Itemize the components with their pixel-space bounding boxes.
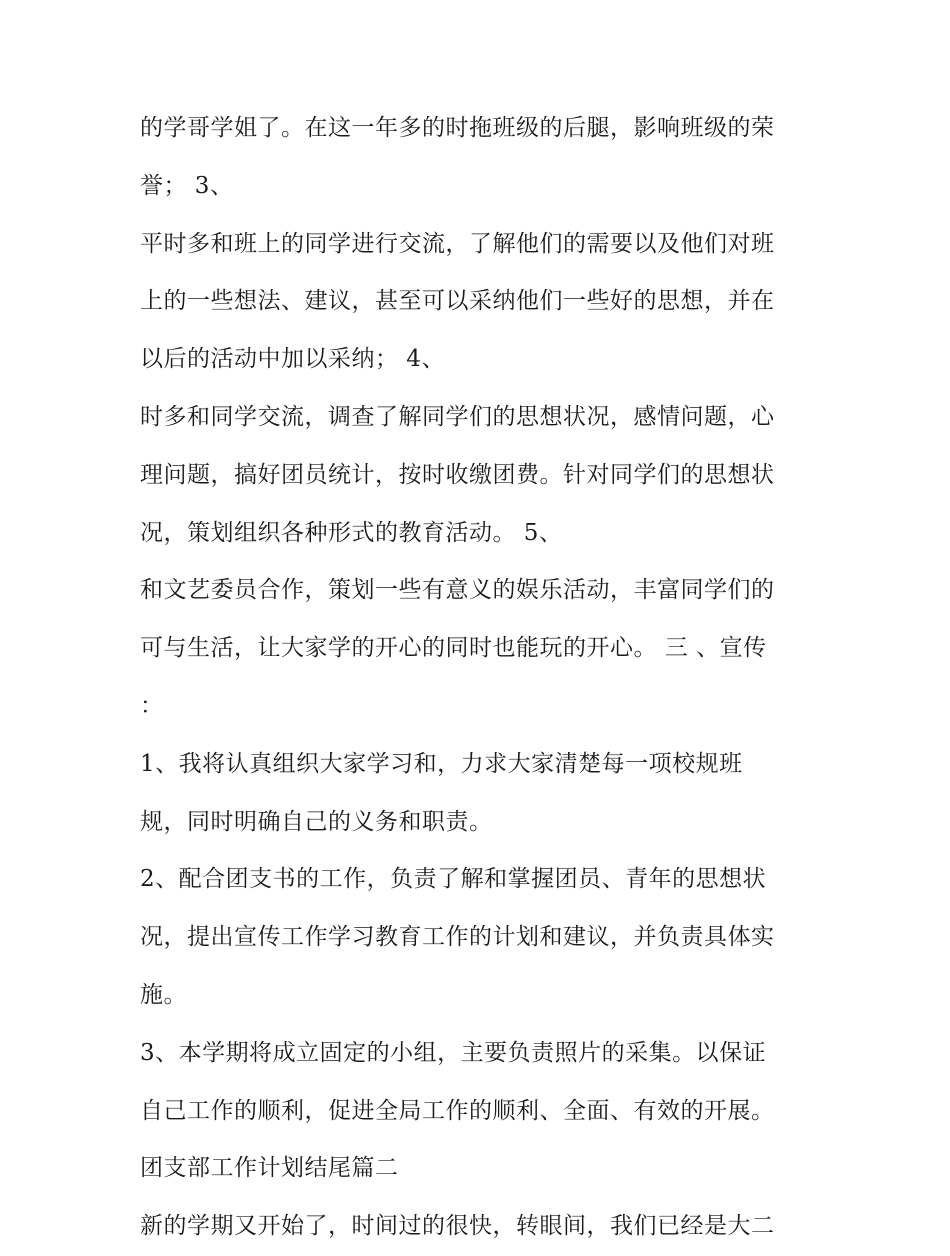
text-line: 自己工作的顺利，促进全局工作的顺利、全面、有效的开展。 [140, 1097, 775, 1124]
text-line: 况，策划组织各种形式的教育活动。 5、 [140, 519, 563, 546]
text-line: 和文艺委员合作，策划一些有意义的娱乐活动，丰富同学们的 [140, 577, 775, 604]
text-line: 时多和同学交流，调查了解同学们的思想状况，感情问题，心 [140, 403, 775, 430]
text-line: 平时多和班上的同学进行交流，了解他们的需要以及他们对班 [140, 230, 775, 257]
text-line: 施。 [140, 981, 187, 1008]
section-heading: 团支部工作计划结尾篇二 [140, 1155, 399, 1182]
text-line: 理问题，搞好团员统计，按时收缴团费。针对同学们的思想状 [140, 461, 775, 488]
text-line: 以后的活动中加以采纳； 4、 [140, 346, 445, 373]
list-item-3: 3、本学期将成立固定的小组，主要负责照片的采集。以保证 [140, 1039, 767, 1066]
text-line: 新的学期又开始了，时间过的很快，转眼间，我们已经是大二 [140, 1213, 775, 1240]
text-line: 规，同时明确自己的义务和职责。 [140, 808, 493, 835]
text-line: 可与生活，让大家学的开心的同时也能玩的开心。 三 、宣传 [140, 635, 767, 662]
document-body [140, 100, 820, 1256]
text-line: 上的一些想法、建议，甚至可以采纳他们一些好的思想，并在 [140, 288, 775, 315]
text-line: ： [140, 692, 164, 719]
text-line: 誉； 3、 [140, 172, 234, 199]
text-line: 况，提出宣传工作学习教育工作的计划和建议，并负责具体实 [140, 924, 775, 951]
text-line: 的学哥学姐了。在这一年多的时拖班级的后腿，影响班级的荣 [140, 115, 775, 141]
list-item-2: 2、配合团支书的工作，负责了解和掌握团员、青年的思想状 [140, 866, 767, 893]
list-item-1: 1、我将认真组织大家学习和，力求大家清楚每一项校规班 [140, 750, 743, 777]
